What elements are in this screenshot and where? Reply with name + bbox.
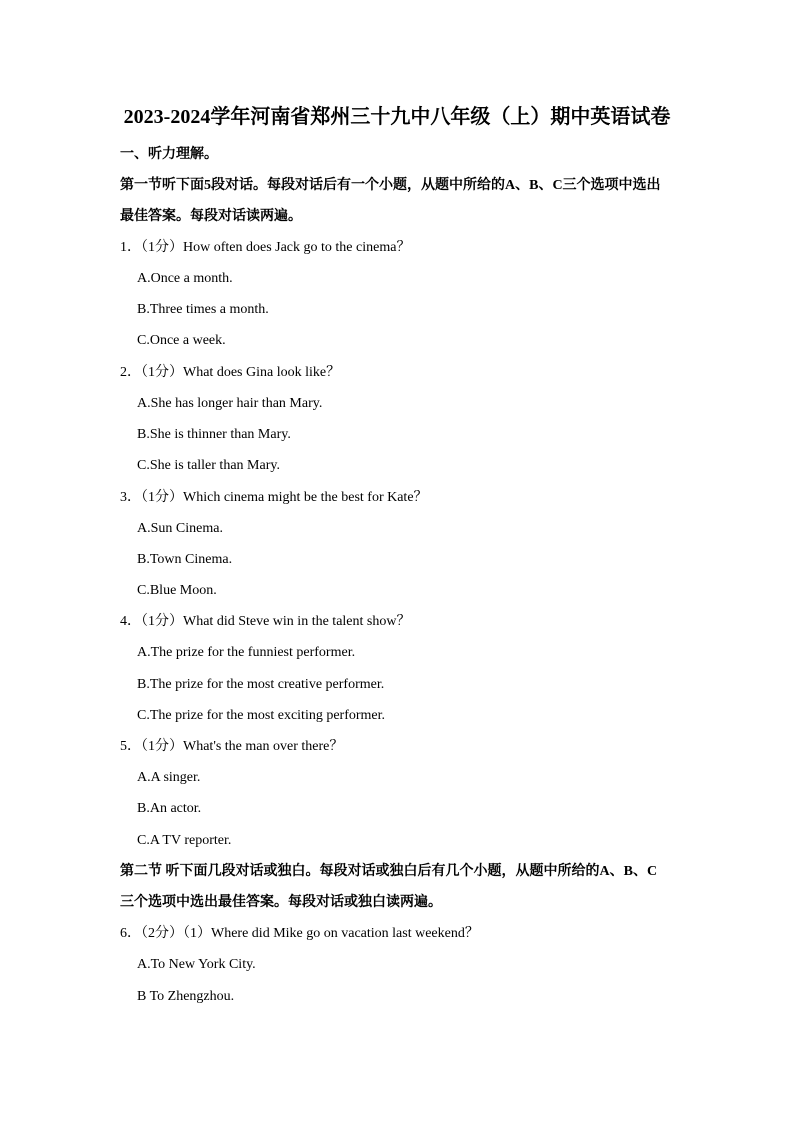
question-4-option-b: B.The prize for the most creative performer. <box>137 677 385 692</box>
question-1-option-c: C.Once a week. <box>137 333 226 348</box>
part1-instruction-line2: 最佳答案。每段对话读两遍。 <box>120 209 302 224</box>
part1-instruction-line1: 第一节听下面5段对话。每段对话后有一个小题，从题中所给的A、B、C三个选项中选出 <box>120 178 661 193</box>
section-heading: 一、听力理解。 <box>120 147 218 162</box>
question-6-stem: 6．（2分）（1）Where did Mike go on vacation last weekend？ <box>120 926 479 941</box>
page-title: 2023-2024学年河南省郑州三十九中八年级（上）期中英语试卷 <box>123 106 671 128</box>
question-6-option-b: B To Zhengzhou. <box>137 989 235 1004</box>
question-3-option-c: C.Blue Moon. <box>137 583 217 598</box>
question-2-option-b: B.She is thinner than Mary. <box>137 427 291 442</box>
question-2-stem: 2．（1分）What does Gina look like？ <box>120 365 341 380</box>
question-5-option-c: C.A TV reporter. <box>137 833 232 848</box>
question-2-option-a: A.She has longer hair than Mary. <box>137 396 323 411</box>
question-1-stem: 1．（1分）How often does Jack go to the cinema？ <box>120 240 411 255</box>
part2-instruction-line1: 第二节 听下面几段对话或独白。每段对话或独白后有几个小题，从题中所给的A、B、C <box>120 864 658 879</box>
question-4-option-a: A.The prize for the funniest performer. <box>137 645 356 660</box>
question-4-stem: 4．（1分）What did Steve win in the talent show？ <box>120 614 411 629</box>
question-4-option-c: C.The prize for the most exciting performer. <box>137 708 386 723</box>
question-5-stem: 5．（1分）What's the man over there？ <box>120 739 344 754</box>
question-3-option-b: B.Town Cinema. <box>137 552 233 567</box>
question-2-option-c: C.She is taller than Mary. <box>137 458 280 473</box>
question-1-option-b: B.Three times a month. <box>137 302 269 317</box>
part2-instruction-line2: 三个选项中选出最佳答案。每段对话或独白读两遍。 <box>120 895 442 910</box>
question-3-option-a: A.Sun Cinema. <box>137 521 223 536</box>
question-1-option-a: A.Once a month. <box>137 271 233 286</box>
question-6-option-a: A.To New York City. <box>137 957 256 972</box>
question-3-stem: 3．（1分）Which cinema might be the best for Kate？ <box>120 490 428 505</box>
question-5-option-a: A.A singer. <box>137 770 201 785</box>
question-5-option-b: B.An actor. <box>137 801 202 816</box>
